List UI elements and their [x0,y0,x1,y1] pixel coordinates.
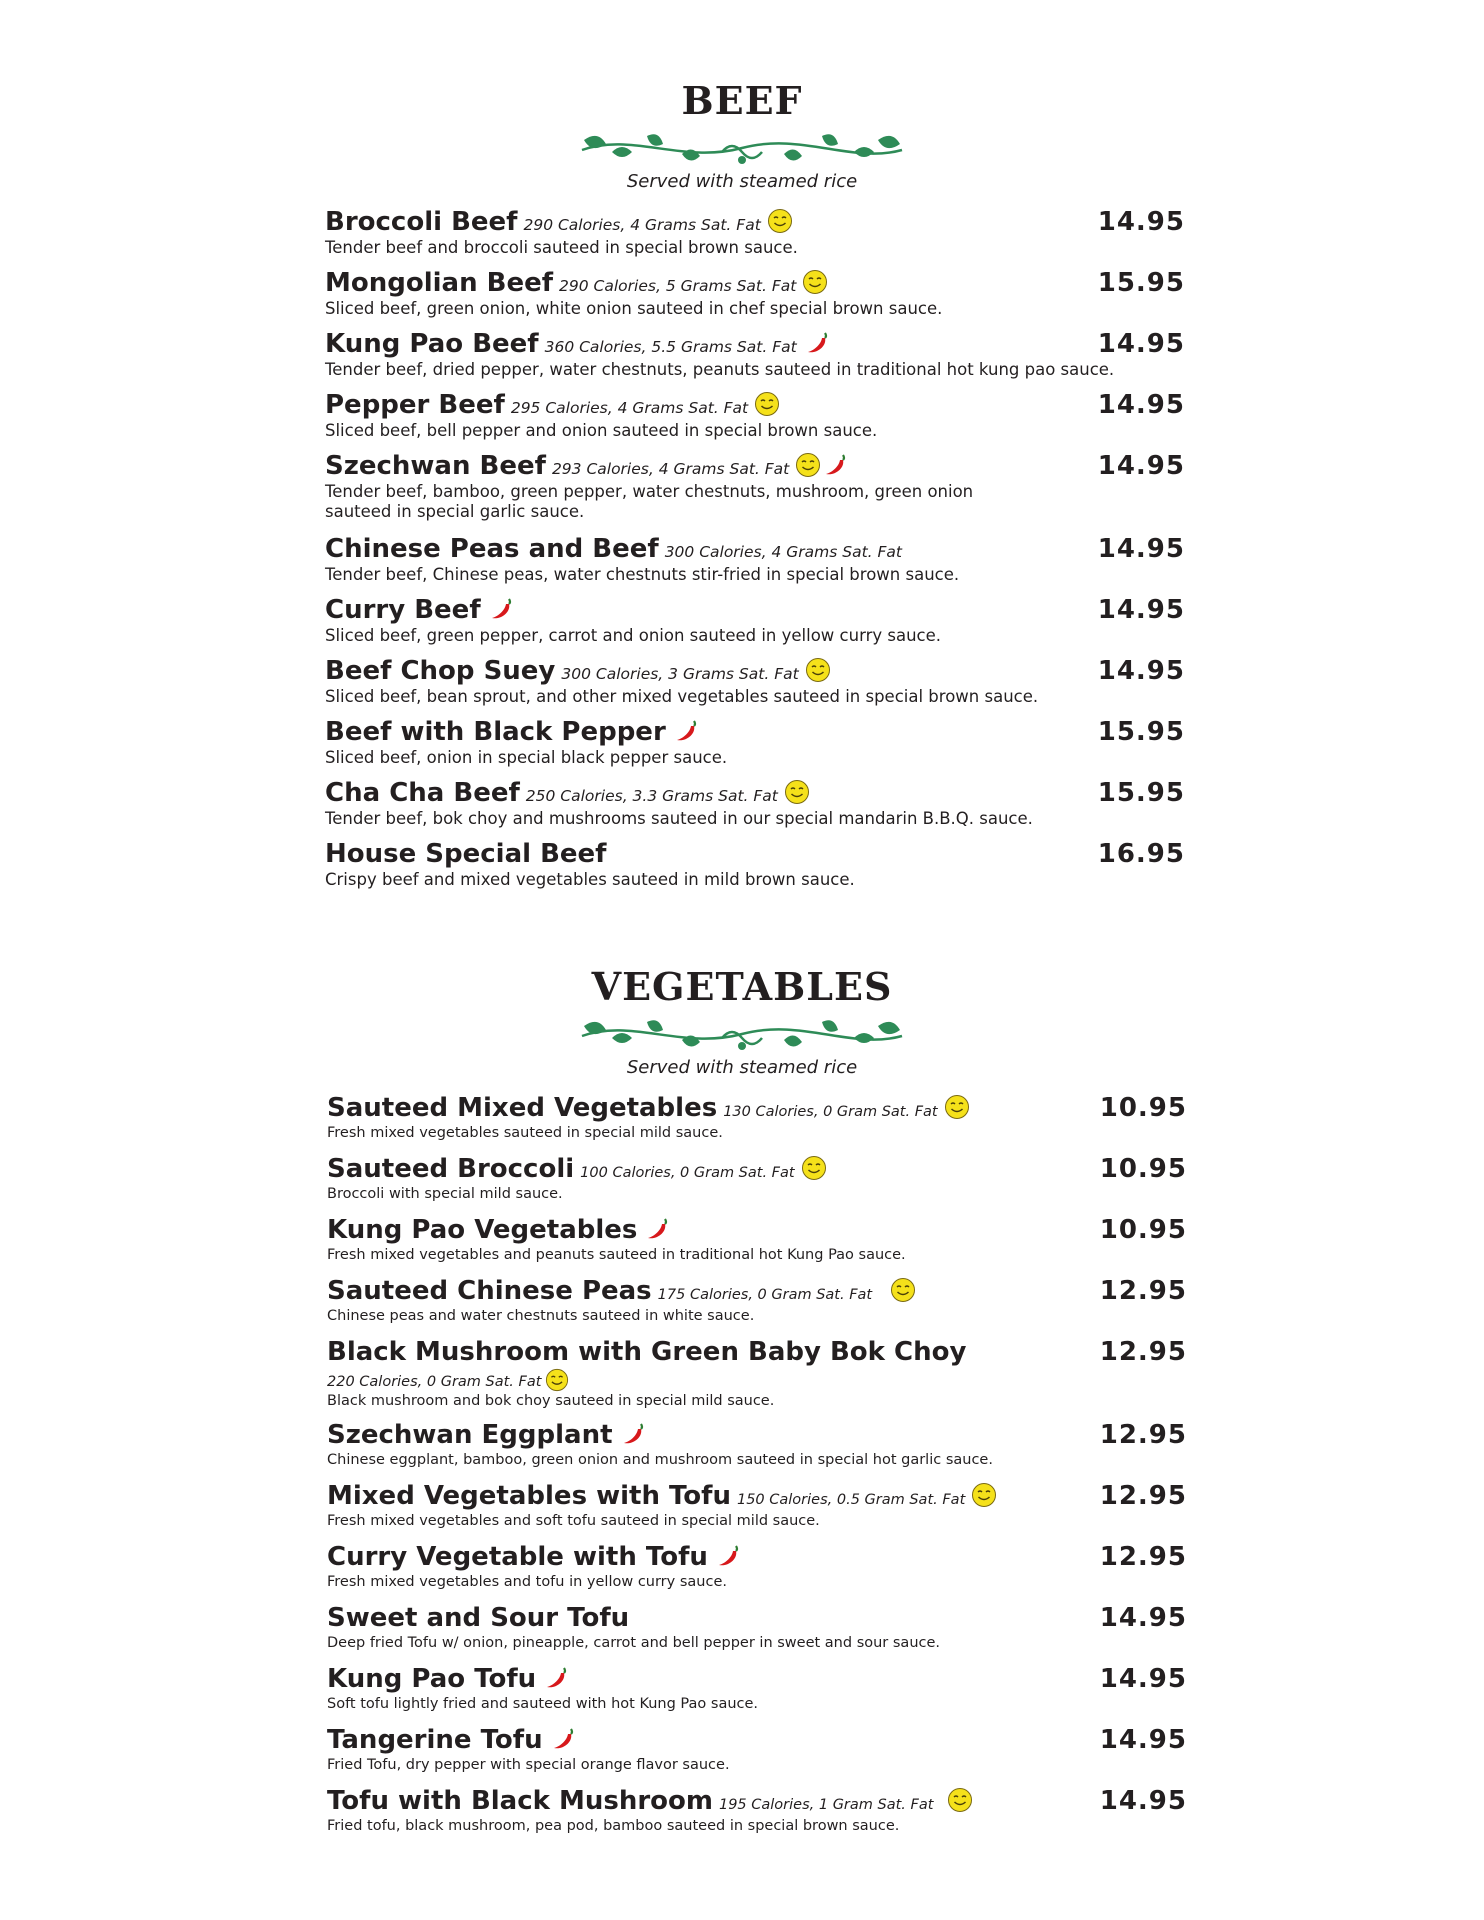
item-calories: 130 Calories, 0 Gram Sat. Fat [723,1104,938,1120]
item-description: Sliced beef, bean sprout, and other mixed vegetables sauteed in special brown sauce. [325,687,1039,706]
item-price: 14.95 [1097,534,1185,564]
item-description: Chinese eggplant, bamboo, green onion and mushroom sauteed in special hot garlic sauce. [327,1452,993,1468]
item-price: 10.95 [1099,1154,1187,1184]
list-item [325,655,1185,707]
item-calories: 290 Calories, 5 Grams Sat. Fat [559,277,797,295]
item-price: 12.95 [1099,1542,1187,1572]
item-calories: 293 Calories, 4 Grams Sat. Fat [551,460,790,478]
item-price: 12.95 [1099,1420,1187,1450]
vegetables-subtitle: Served with steamed rice [626,1057,858,1078]
item-description: Fresh mixed vegetables and soft tofu sauteed in special mild sauce. [327,1513,820,1529]
item-description-line2: sauteed in special garlic sauce. [325,502,585,521]
item-name: Sauteed Chinese Peas [327,1276,652,1306]
list-item [327,1541,1187,1592]
item-description: Black mushroom and bok choy sauteed in special mild sauce. [327,1393,775,1409]
chili-pepper-icon [489,596,515,622]
item-name: Beef Chop Suey [325,656,556,686]
item-description: Crispy beef and mixed vegetables sauteed in mild brown sauce. [325,870,855,889]
item-price: 14.95 [1097,451,1185,481]
item-calories: 290 Calories, 4 Grams Sat. Fat [523,216,761,234]
item-name: Curry Beef [325,595,481,625]
item-name: Kung Pao Tofu [327,1664,537,1694]
item-name: Curry Vegetable with Tofu [327,1542,708,1572]
item-name: Szechwan Eggplant [327,1420,613,1450]
list-item [325,267,1185,319]
item-price: 16.95 [1097,839,1185,869]
item-name: Tangerine Tofu [327,1725,543,1755]
list-item [327,1480,1187,1531]
item-description: Sliced beef, onion in special black pepper sauce. [325,748,728,767]
list-item [327,1092,1187,1143]
chili-pepper-icon [621,1421,647,1447]
item-price: 14.95 [1099,1603,1187,1633]
smiley-icon [890,1277,916,1303]
chili-pepper-icon [544,1665,570,1691]
item-price: 10.95 [1099,1215,1187,1245]
vegetables-header [0,966,1484,1080]
smiley-icon [767,208,793,234]
smiley-icon [754,391,780,417]
item-price: 15.95 [1097,268,1185,298]
item-name: Black Mushroom with Green Baby Bok Choy [327,1337,967,1367]
list-item [327,1419,1187,1470]
item-description: Sliced beef, green pepper, carrot and onion sauteed in yellow curry sauce. [325,626,941,645]
item-price: 12.95 [1099,1276,1187,1306]
chili-pepper-icon [645,1216,671,1242]
item-calories: 250 Calories, 3.3 Grams Sat. Fat [525,787,778,805]
smiley-icon [971,1482,997,1508]
item-description: Deep fried Tofu w/ onion, pineapple, carrot and bell pepper in sweet and sour sauce. [327,1635,941,1651]
item-name: Beef with Black Pepper [325,717,666,747]
item-calories: 300 Calories, 4 Grams Sat. Fat [664,543,902,561]
beef-item-list [325,206,1185,906]
item-description: Fresh mixed vegetables and peanuts sauteed in traditional hot Kung Pao sauce. [327,1247,906,1263]
item-description: Sliced beef, green onion, white onion sauteed in chef special brown sauce. [325,299,943,318]
smiley-icon [784,779,810,805]
item-description: Soft tofu lightly fried and sauteed with hot Kung Pao sauce. [327,1696,759,1712]
beef-header [0,80,1484,194]
chili-pepper-icon [823,452,849,478]
list-item [325,533,1185,585]
smiley-icon [944,1094,970,1120]
item-price: 14.95 [1097,390,1185,420]
list-item [327,1336,1187,1411]
item-description: Tender beef, bamboo, green pepper, water chestnuts, mushroom, green onion [325,482,974,501]
list-item [327,1153,1187,1204]
vegetables-section [0,966,1484,1080]
item-name: Tofu with Black Mushroom [327,1786,713,1816]
item-calories: 150 Calories, 0.5 Gram Sat. Fat [736,1492,966,1508]
item-calories: 220 Calories, 0 Gram Sat. Fat [327,1374,542,1390]
smiley-icon [801,1155,827,1181]
item-name: Sweet and Sour Tofu [327,1603,630,1633]
item-price: 12.95 [1099,1337,1187,1367]
item-price: 14.95 [1097,207,1185,237]
item-calories: 175 Calories, 0 Gram Sat. Fat [657,1287,873,1303]
item-name: Sauteed Broccoli [327,1154,575,1184]
item-name: House Special Beef [325,839,607,869]
smiley-icon [802,269,828,295]
list-item [325,716,1185,768]
item-description: Fried Tofu, dry pepper with special orange flavor sauce. [327,1757,730,1773]
item-price: 12.95 [1099,1481,1187,1511]
list-item [327,1724,1187,1775]
item-name: Chinese Peas and Beef [325,534,659,564]
item-description: Sliced beef, bell pepper and onion sauteed in special brown sauce. [325,421,878,440]
item-name: Sauteed Mixed Vegetables [327,1093,718,1123]
item-price: 15.95 [1097,717,1185,747]
vegetables-item-list [327,1092,1187,1852]
list-item [327,1663,1187,1714]
list-item [325,594,1185,646]
item-price: 15.95 [1097,778,1185,808]
item-price: 10.95 [1099,1093,1187,1123]
list-item [325,206,1185,258]
list-item [327,1602,1187,1653]
smiley-icon [805,657,831,683]
list-item [327,1275,1187,1326]
item-name: Kung Pao Vegetables [327,1215,638,1245]
item-name: Kung Pao Beef [325,329,539,359]
beef-subtitle: Served with steamed rice [626,171,858,192]
vegetables-title: VEGETABLES [591,964,893,1009]
item-name: Pepper Beef [325,390,505,420]
item-name: Broccoli Beef [325,207,518,237]
item-name: Mixed Vegetables with Tofu [327,1481,731,1511]
item-description: Fried tofu, black mushroom, pea pod, bamboo sauteed in special brown sauce. [327,1818,900,1834]
item-description: Chinese peas and water chestnuts sauteed in white sauce. [327,1308,755,1324]
item-name: Szechwan Beef [325,451,546,481]
list-item [325,838,1185,890]
chili-pepper-icon [716,1543,742,1569]
item-calories: 300 Calories, 3 Grams Sat. Fat [561,665,799,683]
vine-divider-icon [572,122,912,170]
item-calories: 100 Calories, 0 Gram Sat. Fat [580,1165,795,1181]
item-price: 14.95 [1099,1786,1187,1816]
beef-section [0,80,1484,194]
vine-divider-icon [572,1008,912,1056]
smiley-icon [795,452,821,478]
item-calories: 295 Calories, 4 Grams Sat. Fat [510,399,749,417]
item-description: Tender beef, dried pepper, water chestnuts, peanuts sauteed in traditional hot kung pao sauce. [325,360,1115,379]
item-description: Fresh mixed vegetables sauteed in special mild sauce. [327,1125,723,1141]
chili-pepper-icon [674,718,700,744]
chili-pepper-icon [551,1726,577,1752]
list-item [327,1785,1187,1836]
item-name: Mongolian Beef [325,268,554,298]
item-calories: 195 Calories, 1 Gram Sat. Fat [718,1797,934,1813]
list-item [325,450,1185,522]
beef-title: BEEF [681,78,803,123]
item-price: 14.95 [1097,329,1185,359]
item-description: Broccoli with special mild sauce. [327,1186,563,1202]
smiley-icon [545,1368,569,1392]
item-price: 14.95 [1097,656,1185,686]
list-item [327,1214,1187,1265]
item-price: 14.95 [1099,1664,1187,1694]
item-price: 14.95 [1097,595,1185,625]
item-description: Tender beef and broccoli sauteed in special brown sauce. [325,238,798,257]
smiley-icon [947,1787,973,1813]
item-name: Cha Cha Beef [325,778,520,808]
item-calories: 360 Calories, 5.5 Grams Sat. Fat [544,338,797,356]
chili-pepper-icon [805,330,831,356]
item-price: 14.95 [1099,1725,1187,1755]
item-description: Tender beef, Chinese peas, water chestnuts stir-fried in special brown sauce. [325,565,960,584]
item-description: Tender beef, bok choy and mushrooms sauteed in our special mandarin B.B.Q. sauce. [325,809,1033,828]
list-item [325,389,1185,441]
list-item [325,777,1185,829]
item-description: Fresh mixed vegetables and tofu in yellow curry sauce. [327,1574,727,1590]
list-item [325,328,1185,380]
